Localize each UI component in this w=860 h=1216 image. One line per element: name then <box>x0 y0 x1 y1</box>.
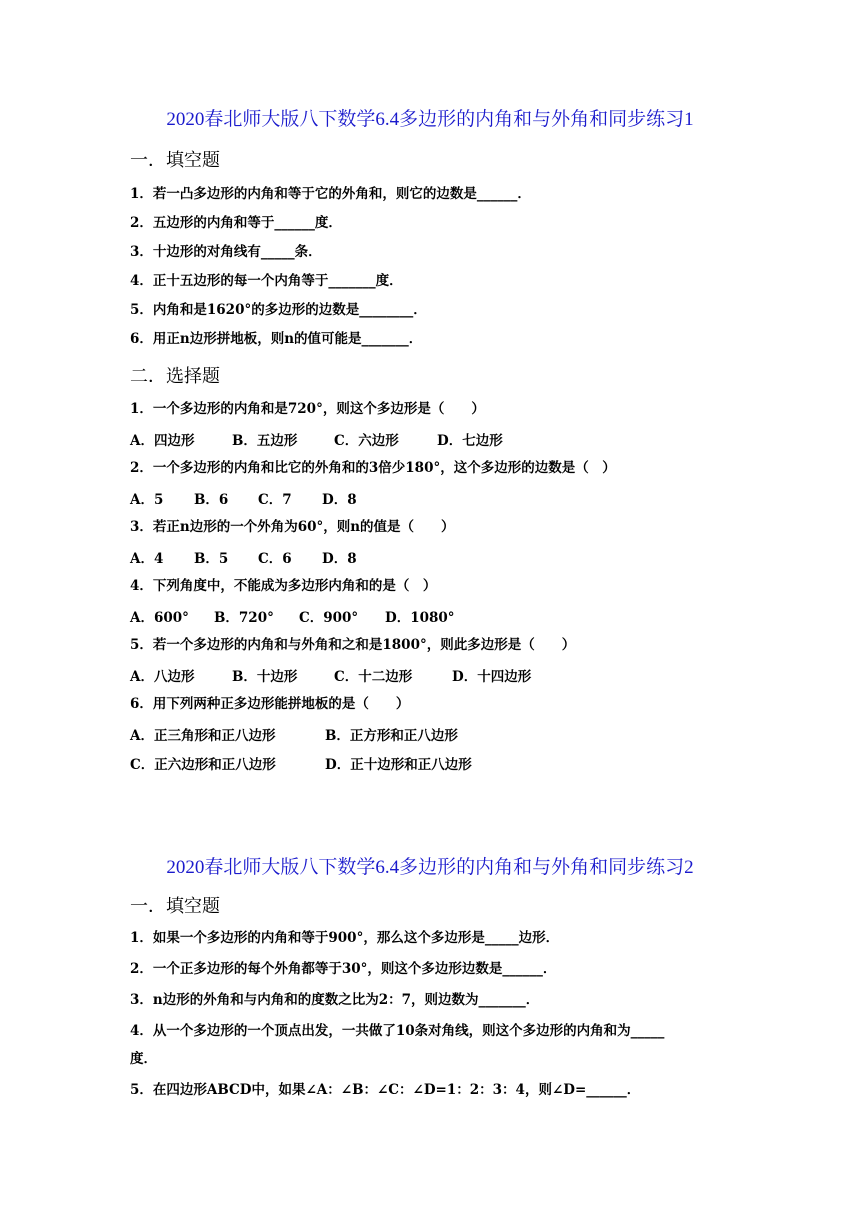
choice-option: D．1080° <box>385 610 455 626</box>
choice-option: B．6 <box>194 492 229 508</box>
choice-option: C．六边形 <box>334 433 399 449</box>
choice-option: D．十四边形 <box>452 669 532 685</box>
fill-question: 1．如果一个多边形的内角和等于900°，那么这个多边形是_____边形． <box>130 930 560 946</box>
choice-option: D．正十边形和正八边形 <box>325 757 472 773</box>
choice-option: B．五边形 <box>232 433 298 449</box>
section-choice-heading: 二．选择题 <box>130 366 220 387</box>
choice-question: 4．下列角度中，不能成为多边形内角和的是（ ） <box>130 578 437 594</box>
choice-option: A．5 <box>130 492 164 508</box>
fill-question: 4．正十五边形的每一个内角等于_______度． <box>130 273 403 289</box>
title-part1: 2020春北师大版八下数学6.4多边形的内角和与外角和同步练习1 <box>166 109 694 130</box>
fill-question: 2．一个正多边形的每个外角都等于30°，则这个多边形边数是______． <box>130 961 557 977</box>
fill-question: 3．十边形的对角线有_____条． <box>130 244 322 260</box>
choice-option: A．八边形 <box>130 669 195 685</box>
choice-option: C．6 <box>258 551 292 567</box>
choice-question: 3．若正n边形的一个外角为60°，则n的值是（ ） <box>130 519 455 535</box>
fill-question: 2．五边形的内角和等于______度． <box>130 215 342 231</box>
choice-option: B．720° <box>214 610 274 626</box>
choice-option: A．正三角形和正八边形 <box>130 728 276 744</box>
section-fill-heading: 一．填空题 <box>130 150 220 171</box>
choice-option: D．8 <box>322 492 357 508</box>
fill-question-continuation: 度． <box>130 1051 157 1067</box>
fill-question: 1．若一凸多边形的内角和等于它的外角和，则它的边数是______． <box>130 186 531 202</box>
fill-question: 6．用正n边形拼地板，则n的值可能是_______． <box>130 331 423 347</box>
choice-option: C．7 <box>258 492 292 508</box>
choice-option: C．十二边形 <box>334 669 413 685</box>
fill-question: 3．n边形的外角和与内角和的度数之比为2：7，则边数为_______． <box>130 992 540 1008</box>
fill-question: 5．内角和是1620°的多边形的边数是________． <box>130 302 427 318</box>
choice-option: A．4 <box>130 551 164 567</box>
choice-option: A．四边形 <box>130 433 195 449</box>
title-part2: 2020春北师大版八下数学6.4多边形的内角和与外角和同步练习2 <box>166 857 694 878</box>
choice-option: B．正方形和正八边形 <box>325 728 458 744</box>
choice-option: C．正六边形和正八边形 <box>130 757 276 773</box>
fill-question: 5．在四边形ABCD中，如果∠A：∠B：∠C：∠D=1：2：3：4，则∠D=______． <box>130 1082 641 1098</box>
choice-question: 6．用下列两种正多边形能拼地板的是（ ） <box>130 696 410 712</box>
choice-option: B．十边形 <box>232 669 298 685</box>
choice-option: D．8 <box>322 551 357 567</box>
choice-option: A．600° <box>130 610 189 626</box>
section-fill-heading: 一．填空题 <box>130 896 220 917</box>
fill-question: 4．从一个多边形的一个顶点出发，一共做了10条对角线，则这个多边形的内角和为_____ <box>130 1023 665 1039</box>
choice-option: B．5 <box>194 551 229 567</box>
choice-option: C．900° <box>299 610 359 626</box>
choice-question: 5．若一个多边形的内角和与外角和之和是1800°，则此多边形是（ ） <box>130 637 576 653</box>
choice-option: D．七边形 <box>437 433 503 449</box>
choice-question: 2．一个多边形的内角和比它的外角和的3倍少180°，这个多边形的边数是（ ） <box>130 460 616 476</box>
choice-question: 1．一个多边形的内角和是720°，则这个多边形是（ ） <box>130 401 485 417</box>
